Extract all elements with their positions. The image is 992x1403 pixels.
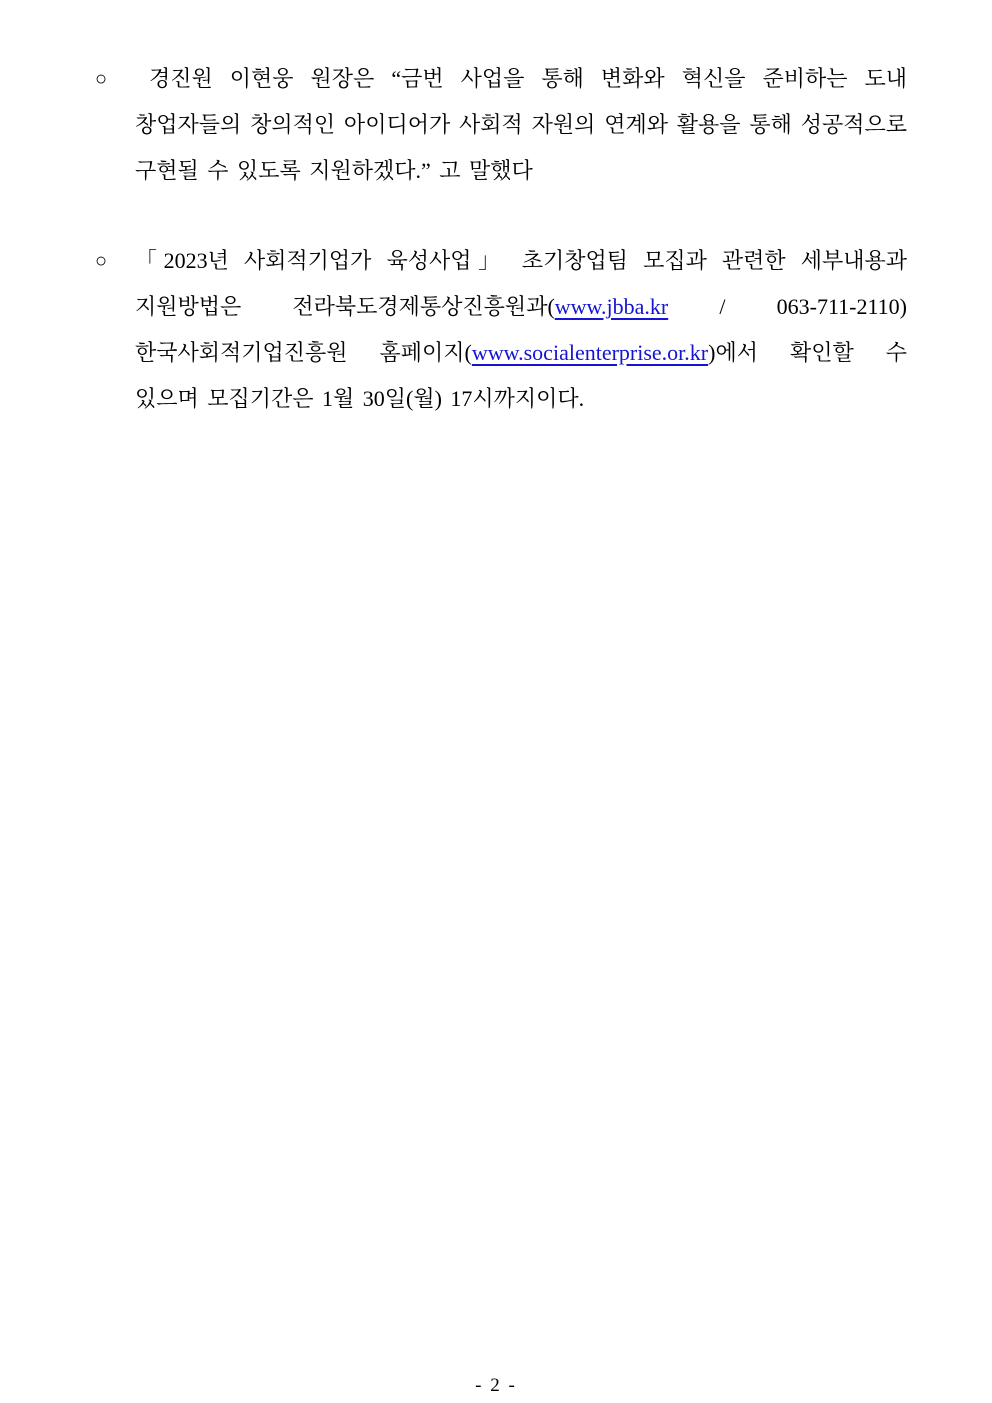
deadline-text: )에서 확인할 수 있으며 모집기간은 1월 30일(월) 17시까지이다. <box>135 340 908 411</box>
page-number: - 2 - <box>475 1375 517 1396</box>
socialenterprise-link[interactable]: www.socialenterprise.or.kr <box>471 340 709 365</box>
paragraph-text <box>135 56 907 194</box>
paragraph-text <box>135 238 907 422</box>
bullet-marker: ○ <box>95 68 108 90</box>
bullet-paragraph <box>95 238 907 422</box>
program-info-text: 「2023년 사회적기업가 육성사업」 초기창업팀 모집과 관련한 세부내용과 지원방법은 전라북도경제통상진흥원과( <box>135 248 907 319</box>
quote-statement-text: 경진원 이현웅 원장은 “금번 사업을 통해 변화와 혁신을 준비하는 도내 창업자들의 창의적인 아이디어가 사회적 자원의 연계와 활용을 통해 성공적으로 구현될 수 있도록 지원하겠다.” 고 말했다 <box>135 66 907 183</box>
phone-and-org-text: / 063-711-2110) 한국사회적기업진흥원 홈페이지( <box>135 294 907 365</box>
bullet-marker: ○ <box>95 250 108 272</box>
document-body <box>95 56 907 466</box>
bullet-paragraph <box>95 56 907 194</box>
jbba-link[interactable]: www.jbba.kr <box>554 294 669 319</box>
